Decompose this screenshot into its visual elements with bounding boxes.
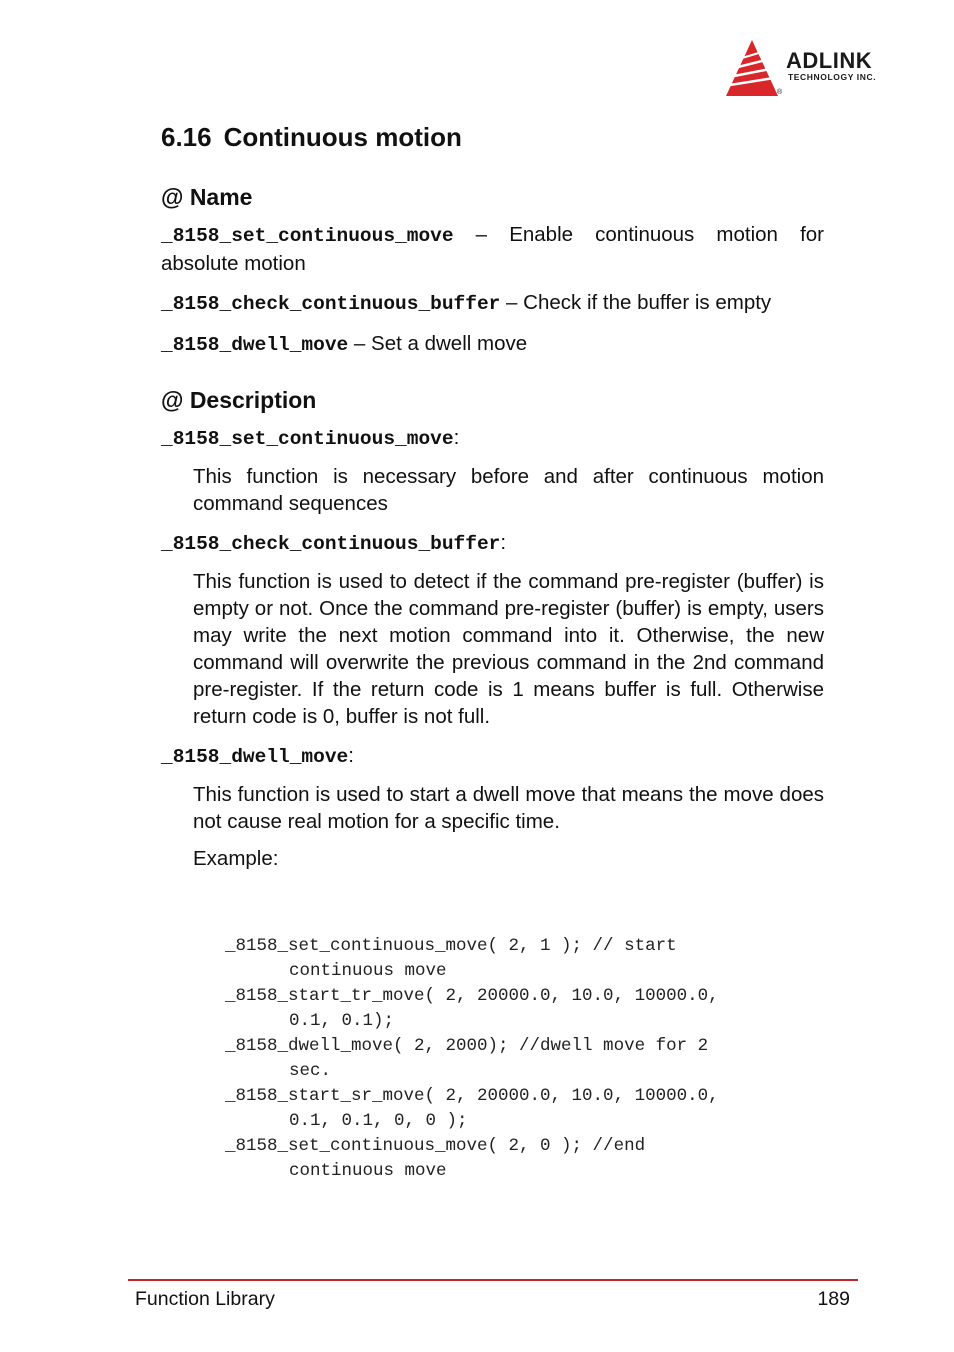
footer-divider bbox=[128, 1279, 858, 1281]
code-line-continuation: continuous move bbox=[289, 1161, 447, 1181]
code-line-continuation: sec. bbox=[289, 1061, 332, 1081]
registered-mark: ® bbox=[777, 89, 783, 96]
code-line: _8158_set_continuous_move( 2, 1 ); // start bbox=[225, 936, 677, 956]
code-line: _8158_start_sr_move( 2, 20000.0, 10.0, 10000.0, bbox=[225, 1086, 719, 1106]
function-name: _8158_dwell_move bbox=[161, 746, 349, 768]
code-line: _8158_set_continuous_move( 2, 0 ); //end bbox=[225, 1136, 646, 1156]
code-line: _8158_start_tr_move( 2, 20000.0, 10.0, 10000.0, bbox=[225, 986, 719, 1006]
description-function-label bbox=[161, 529, 824, 558]
function-name: _8158_dwell_move bbox=[161, 334, 349, 356]
function-summary: – Set a dwell move bbox=[348, 332, 528, 355]
code-line-continuation: 0.1, 0.1, 0, 0 ); bbox=[289, 1111, 468, 1131]
brand-name: ADLINK bbox=[786, 48, 873, 73]
function-summary: – Enable continuous motion for absolute motion bbox=[161, 223, 824, 275]
function-name: _8158_check_continuous_buffer bbox=[161, 293, 501, 315]
function-name: _8158_set_continuous_move bbox=[161, 428, 454, 450]
brand-subtitle: TECHNOLOGY INC. bbox=[788, 72, 877, 82]
footer-chapter-title: Function Library bbox=[135, 1288, 275, 1310]
description-text: This function is used to start a dwell move that means the move does not cause real motion for a specific time. bbox=[193, 783, 824, 833]
function-name: _8158_check_continuous_buffer bbox=[161, 533, 501, 555]
section-title bbox=[161, 120, 824, 154]
example-label: Example: bbox=[193, 847, 279, 870]
code-line: _8158_dwell_move( 2, 2000); //dwell move for 2 bbox=[225, 1036, 709, 1056]
label-colon: : bbox=[500, 531, 507, 554]
page-content bbox=[161, 120, 824, 1234]
name-entry bbox=[161, 289, 824, 318]
function-name: _8158_set_continuous_move bbox=[161, 225, 454, 247]
description-function-label bbox=[161, 424, 824, 453]
section-title-text: Continuous motion bbox=[223, 122, 462, 152]
name-entry bbox=[161, 330, 824, 359]
description-heading: @ Description bbox=[161, 387, 317, 413]
code-example bbox=[225, 884, 824, 1234]
name-heading: @ Name bbox=[161, 184, 253, 210]
description-function-label bbox=[161, 742, 824, 771]
adlink-logo bbox=[722, 38, 912, 100]
description-text: This function is necessary before and after continuous motion command sequences bbox=[193, 465, 824, 515]
code-line-continuation: 0.1, 0.1); bbox=[289, 1011, 395, 1031]
section-number: 6.16 bbox=[161, 122, 212, 152]
label-colon: : bbox=[348, 744, 354, 767]
name-entry bbox=[161, 221, 824, 277]
page-number: 189 bbox=[817, 1288, 850, 1310]
label-colon: : bbox=[453, 426, 460, 449]
adlink-triangle-icon bbox=[722, 38, 782, 100]
description-text: This function is used to detect if the command pre-register (buffer) is empty or not. Once the command pre-register (buffer) is empty, users may write the next motion command into it. Otherwise, the new command will overwrite the previous command in the 2nd command pre-register. If the return code is 1 means buffer is full. Otherwise return code is 0, buffer is not full. bbox=[193, 570, 824, 728]
function-summary: – Check if the buffer is empty bbox=[500, 291, 772, 314]
code-line-continuation: continuous move bbox=[289, 961, 447, 981]
